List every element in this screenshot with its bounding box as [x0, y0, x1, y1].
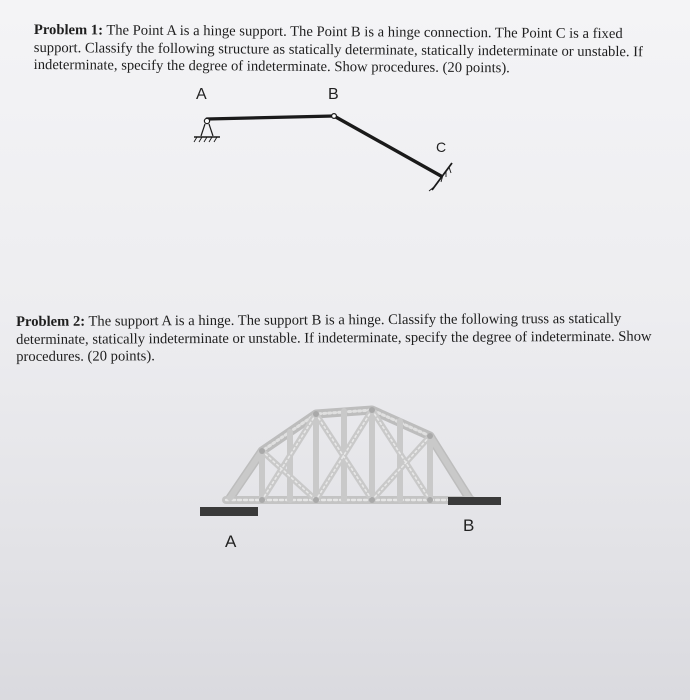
label-b-problem-2: B: [463, 516, 475, 535]
truss-body: [226, 407, 472, 503]
problem-2-heading: Problem 2:: [16, 313, 86, 330]
label-a-problem-2: A: [225, 532, 237, 551]
label-c-problem-1: C: [436, 139, 447, 155]
support-a: [200, 507, 258, 516]
problem-1-text: The Point A is a hinge support. The Point B is a hinge connection. The Point C is a fixed support. Classify the following structure as statically determinate, statically indeterminate or unstable. If indeterminate, specify the degree of indeterminate. Show procedures. (20 points).: [33, 22, 643, 77]
problem-2-text: The support A is a hinge. The support B is a hinge. Classify the following truss as statically determinate, statically indeterminate or unstable. If indeterminate, specify the degree of indeterminate. Show procedures. (20 points).: [16, 310, 652, 365]
problem-1-heading: Problem 1:: [33, 22, 104, 39]
label-a-problem-1: A: [196, 86, 207, 103]
support-b: [448, 497, 501, 505]
label-b-problem-1: B: [328, 86, 339, 103]
